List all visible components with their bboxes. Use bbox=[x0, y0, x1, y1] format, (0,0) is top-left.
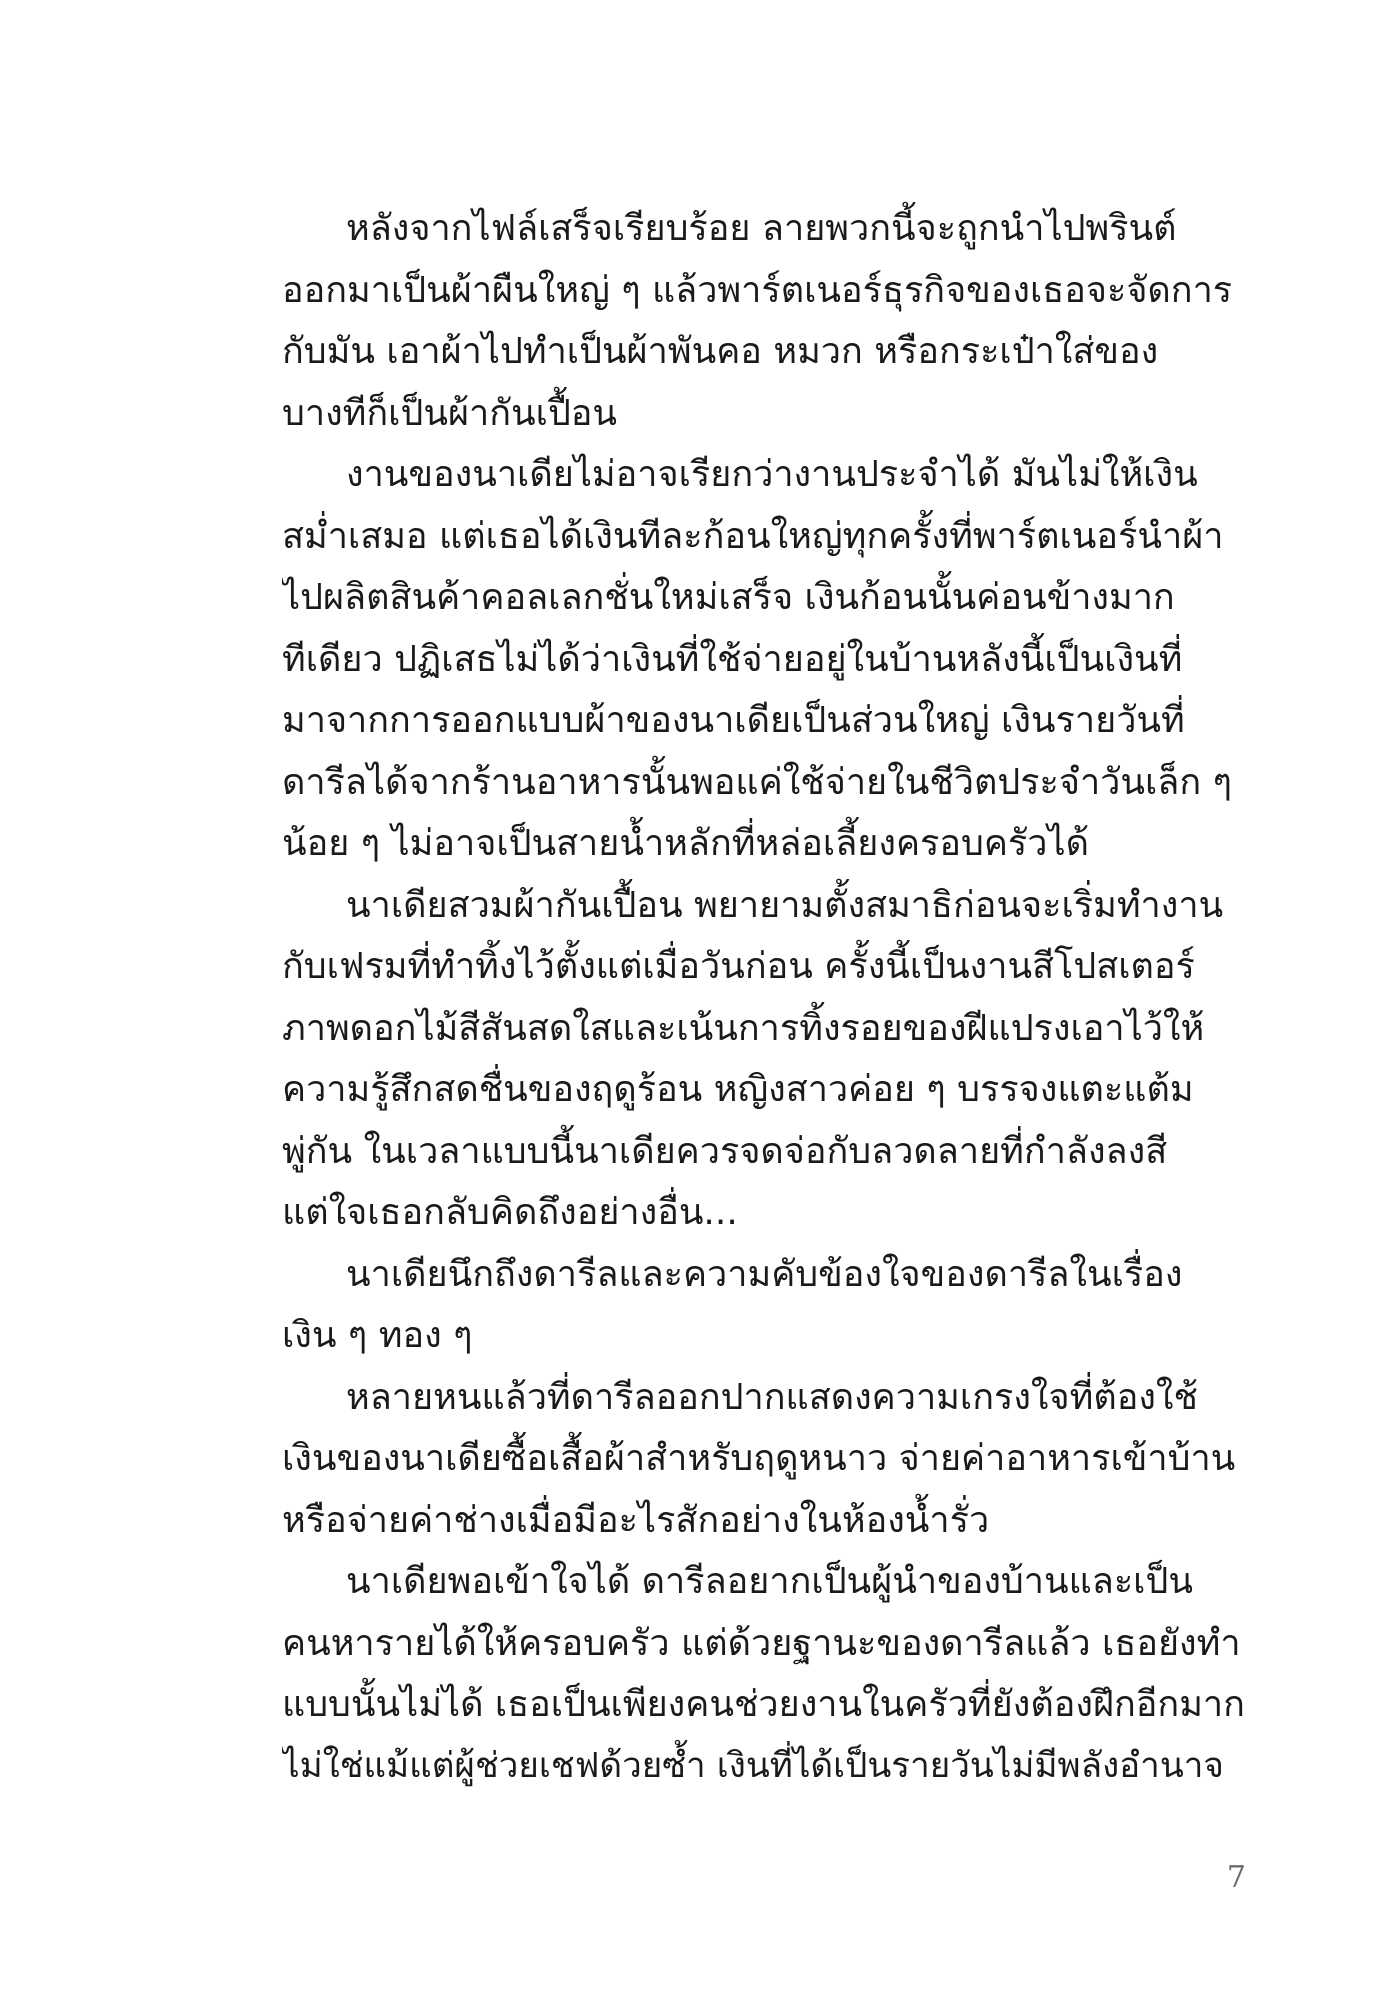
text-line: เงินของนาเดียซื้อเสื้อผ้าสำหรับฤดูหนาว จ่ายค่าอาหารเข้าบ้าน bbox=[282, 1438, 1236, 1479]
text-line: เงิน ๆ ทอง ๆ bbox=[282, 1315, 473, 1356]
text-line: บางทีก็เป็นผ้ากันเปื้อน bbox=[282, 392, 618, 434]
text-line: แต่ใจเธอกลับคิดถึงอย่างอื่น... bbox=[282, 1192, 738, 1233]
text-line: นาเดียนึกถึงดารีลและความคับข้องใจของดารีลในเรื่อง bbox=[346, 1253, 1183, 1295]
text-line: ออกมาเป็นผ้าผืนใหญ่ ๆ แล้วพาร์ตเนอร์ธุรกิจของเธอจะจัดการ bbox=[282, 269, 1233, 311]
text-line: สม่ำเสมอ แต่เธอได้เงินทีละก้อนใหญ่ทุกครั้งที่พาร์ตเนอร์นำผ้า bbox=[282, 515, 1224, 557]
page-number: 7 bbox=[1226, 1860, 1246, 1895]
text-line: หลายหนแล้วที่ดารีลออกปากแสดงความเกรงใจที่ต้องใช้ bbox=[346, 1376, 1198, 1418]
text-line: ไม่ใช่แม้แต่ผู้ช่วยเชฟด้วยซ้ำ เงินที่ได้เป็นรายวันไม่มีพลังอำนาจ bbox=[282, 1745, 1224, 1786]
text-line: หรือจ่ายค่าช่างเมื่อมีอะไรสักอย่างในห้องน้ำรั่ว bbox=[282, 1499, 990, 1541]
text-line: มาจากการออกแบบผ้าของนาเดียเป็นส่วนใหญ่ เงินรายวันที่ bbox=[282, 700, 1185, 741]
text-line: ไปผลิตสินค้าคอลเลกชั่นใหม่เสร็จ เงินก้อนนั้นค่อนข้างมาก bbox=[282, 577, 1175, 618]
text-line: พู่กัน ในเวลาแบบนี้นาเดียควรจดจ่อกับลวดลายที่กำลังลงสี bbox=[282, 1130, 1168, 1172]
text-line: นาเดียพอเข้าใจได้ ดารีลอยากเป็นผู้นำของบ้านและเป็น bbox=[346, 1561, 1193, 1602]
text-line: แบบนั้นไม่ได้ เธอเป็นเพียงคนช่วยงานในครัวที่ยังต้องฝึกอีกมาก bbox=[282, 1684, 1245, 1725]
text-line: หลังจากไฟล์เสร็จเรียบร้อย ลายพวกนี้จะถูกนำไปพรินต์ bbox=[346, 208, 1177, 249]
text-line: ทีเดียว ปฏิเสธไม่ได้ว่าเงินที่ใช้จ่ายอยู่ในบ้านหลังนี้เป็นเงินที่ bbox=[282, 638, 1183, 680]
text-line: น้อย ๆ ไม่อาจเป็นสายน้ำหลักที่หล่อเลี้ยงครอบครัวได้ bbox=[282, 823, 1089, 864]
body-text bbox=[282, 198, 1246, 1797]
text-line: ดารีลได้จากร้านอาหารนั้นพอแค่ใช้จ่ายในชีวิตประจำวันเล็ก ๆ bbox=[282, 761, 1232, 803]
text-line: นาเดียสวมผ้ากันเปื้อน พยายามตั้งสมาธิก่อนจะเริ่มทำงาน bbox=[346, 884, 1224, 926]
text-line: ภาพดอกไม้สีสันสดใสและเน้นการทิ้งรอยของฝีแปรงเอาไว้ให้ bbox=[282, 1007, 1205, 1049]
text-line: ความรู้สึกสดชื่นของฤดูร้อน หญิงสาวค่อย ๆ บรรจงแตะแต้ม bbox=[282, 1069, 1194, 1110]
text-line: กับเฟรมที่ทำทิ้งไว้ตั้งแต่เมื่อวันก่อน ครั้งนี้เป็นงานสีโปสเตอร์ bbox=[282, 946, 1195, 987]
text-line: กับมัน เอาผ้าไปทำเป็นผ้าพันคอ หมวก หรือกระเป๋าใส่ของ bbox=[282, 331, 1159, 372]
text-line: งานของนาเดียไม่อาจเรียกว่างานประจำได้ มันไม่ให้เงิน bbox=[346, 454, 1198, 495]
text-line: คนหารายได้ให้ครอบครัว แต่ด้วยฐานะของดารีลแล้ว เธอยังทำ bbox=[282, 1622, 1241, 1664]
